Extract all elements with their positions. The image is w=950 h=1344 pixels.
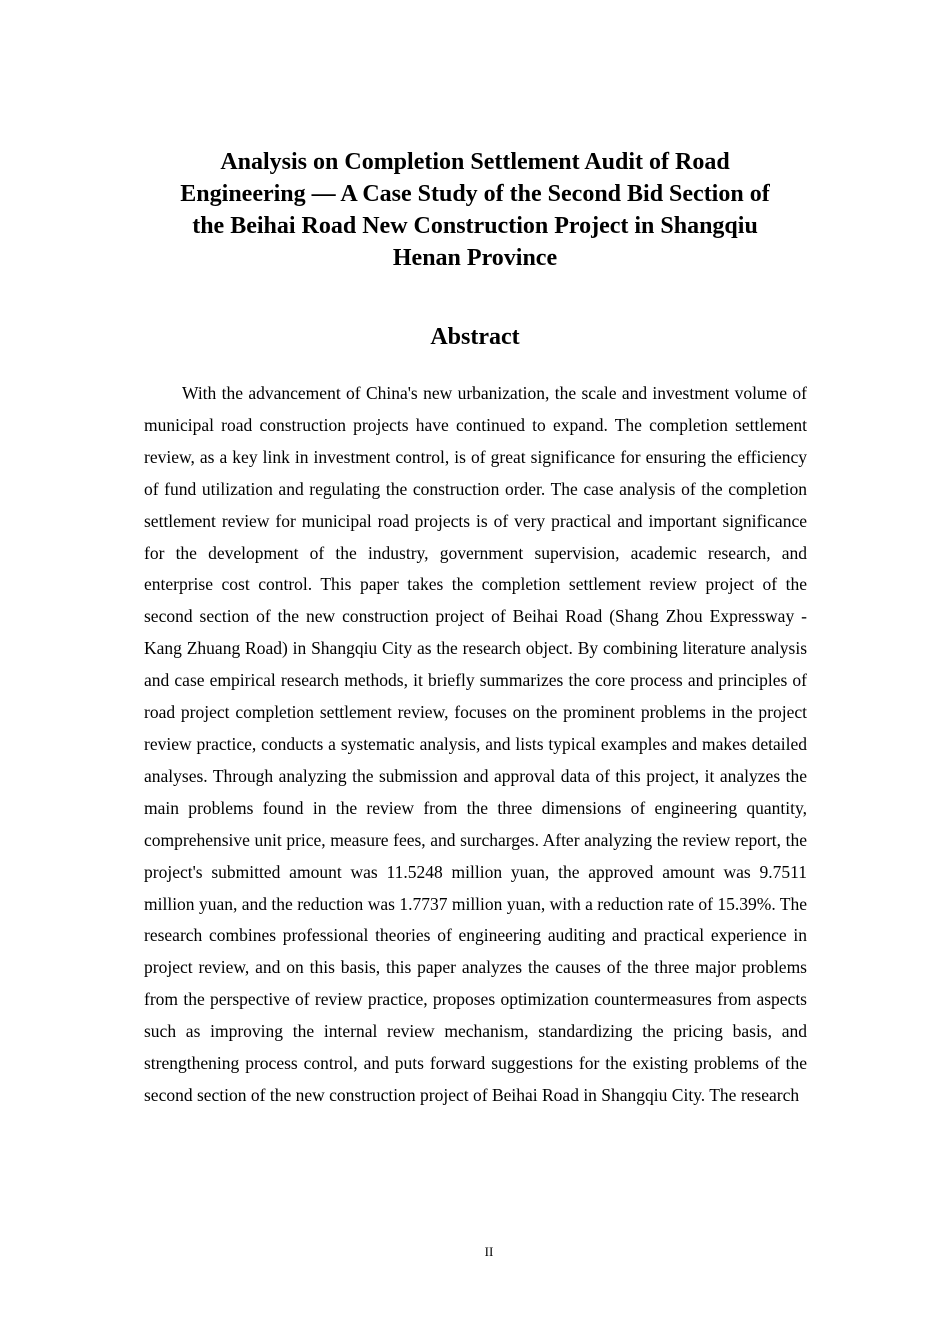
paper-title-line: Analysis on Completion Settlement Audit of Road [220, 149, 730, 175]
paper-title-line: Henan Province [392, 245, 558, 271]
abstract-heading: Abstract [430, 324, 520, 350]
paper-title [120, 146, 830, 274]
paper-title-line: Engineering — A Case Study of the Second Bid Section of [180, 181, 770, 207]
abstract-paragraph: With the advancement of China's new urbanization, the scale and investment volume of municipal road construction projects have continued to expand. The completion settlement review, as a key link in investment control, is of great significance for ensuring the efficiency of fund utilization and regulating the construction order. The case analysis of the completion settlement review for municipal road projects is of very practical and important significance for the development of the industry, government supervision, academic research, and enterprise cost control. This paper takes the completion settlement review project of the second section of the new construction project of Beihai Road (Shang Zhou Expressway - Kang Zhuang Road) in Shangqiu City as the research object. By combining literature analysis and case empirical research methods, it briefly summarizes the core process and principles of road project completion settlement review, focuses on the prominent problems in the project review practice, conducts a systematic analysis, and lists typical examples and makes detailed analyses. Through analyzing the submission and approval data of this project, it analyzes the main problems found in the review from the three dimensions of engineering quantity, comprehensive unit price, measure fees, and surcharges. After analyzing the review report, the project's submitted amount was 11.5248 million yuan, the approved amount was 9.7511 million yuan, and the reduction was 1.7737 million yuan, with a reduction rate of 15.39%. The research combines professional theories of engineering auditing and practical experience in project review, and on this basis, this paper analyzes the causes of the three major problems from the perspective of review practice, proposes optimization countermeasures from aspects such as improving the internal review mechanism, standardizing the pricing basis, and strengthening process control, and puts forward suggestions for the existing problems of the second section of the new construction project of Beihai Road in Shangqiu City. The research [144, 383, 807, 1105]
page-number: II [484, 1244, 494, 1259]
paper-title-line: the Beihai Road New Construction Project in Shangqiu [192, 213, 758, 239]
